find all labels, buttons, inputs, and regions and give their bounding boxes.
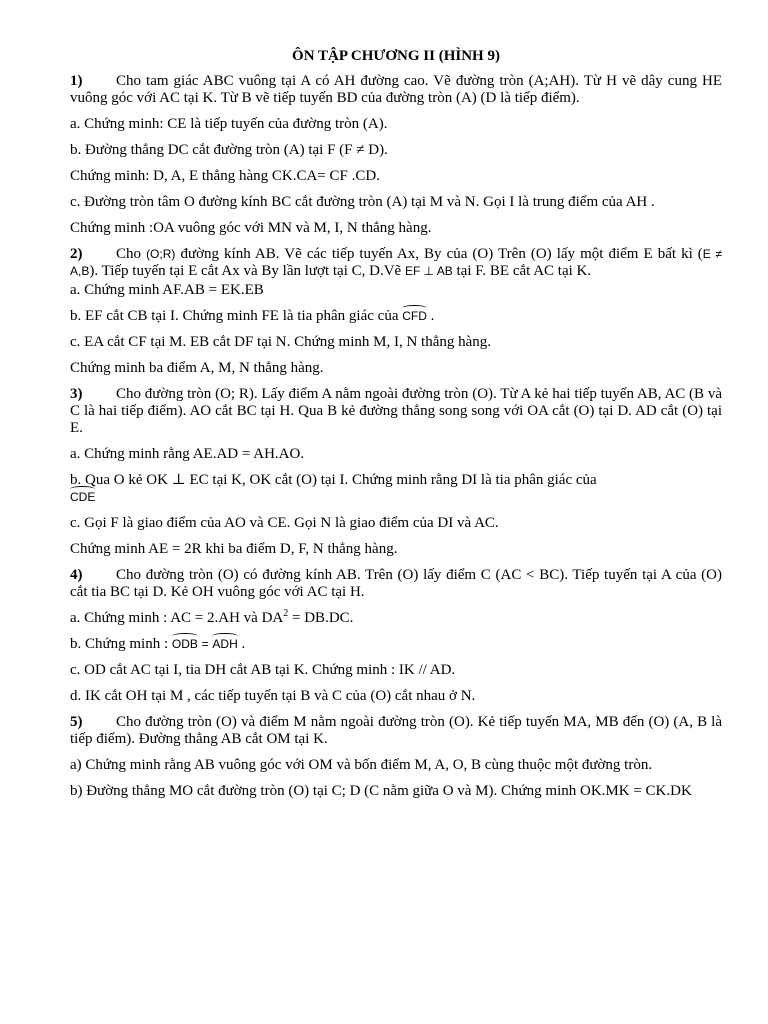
formula-E-not-AB: E ≠ A,B bbox=[70, 247, 722, 278]
problem-5-intro: 5) Cho đường tròn (O) và điểm M nằm ngoài đường tròn (O). Kẻ tiếp tuyến MA, MB đến (O) (A, B là tiếp điểm). Đường thẳng AB cắt OM tại K. bbox=[70, 714, 722, 747]
problem-4-d: d. IK cắt OH tại M , các tiếp tuyến tại B và C của (O) cắt nhau ở N. bbox=[70, 688, 476, 704]
problem-4-a: a. Chứng minh : AC = 2.AH và $DA^2 = DB.DC$. bbox=[70, 608, 354, 626]
problem-5-number: 5) bbox=[70, 714, 83, 730]
formula-EF-perp-AB: EF ⊥ AB bbox=[404, 264, 453, 278]
problem-2-number: 2) bbox=[70, 246, 83, 262]
problem-1-c2: Chứng minh :OA vuông góc với MN và M, I, N thẳng hàng. bbox=[70, 220, 432, 236]
formula-circle-OR: (O;R) bbox=[146, 247, 176, 261]
problem-2-a: a. Chứng minh AF.AB = EK.EB bbox=[70, 282, 264, 298]
problem-4-c: c. OD cắt AC tại I, tia DH cắt AB tại K. Chứng minh : IK // AD. bbox=[70, 662, 456, 678]
document-page bbox=[70, 48, 722, 809]
angle-ADH: ADH bbox=[212, 637, 238, 651]
problem-2-b: b. EF cắt CB tại I. Chứng minh FE là tia phân giác của CFD . bbox=[70, 308, 435, 324]
problem-4-b: b. Chứng minh : ODB = ADH . bbox=[70, 636, 246, 652]
problem-5-a: a) Chứng minh rằng AB vuông góc với OM và bốn điểm M, A, O, B cùng thuộc một đường tròn. bbox=[70, 757, 653, 773]
problem-3-intro: 3) Cho đường tròn (O; R). Lấy điểm A nằm ngoài đường tròn (O). Từ A kẻ hai tiếp tuyến AB, AC (B và C là hai tiếp điểm). AO cắt BC tại H. Qua B kẻ đường thẳng song song với OA cắt (O) tại D. AD cắt (O) tại E. bbox=[70, 386, 722, 436]
angle-CDE: CDE bbox=[70, 490, 96, 504]
problem-1-b: b. Đường thẳng DC cắt đường tròn (A) tại F (F ≠ D). bbox=[70, 142, 388, 158]
problem-3-number: 3) bbox=[70, 386, 83, 402]
problem-1-b2: Chứng minh: D, A, E thẳng hàng CK.CA= CF .CD. bbox=[70, 168, 380, 184]
angle-ODB: ODB bbox=[171, 637, 198, 651]
problem-1-c: c. Đường tròn tâm O đường kính BC cắt đường tròn (A) tại M và N. Gọi I là trung điểm của AH . bbox=[70, 194, 655, 210]
page-title: ÔN TẬP CHƯƠNG II (HÌNH 9) bbox=[292, 48, 500, 64]
problem-1-a: a. Chứng minh: CE là tiếp tuyến của đường tròn (A). bbox=[70, 116, 388, 132]
problem-2-c2: Chứng minh ba điểm A, M, N thẳng hàng. bbox=[70, 360, 324, 376]
problem-4-number: 4) bbox=[70, 567, 83, 583]
problem-3-c: c. Gọi F là giao điểm của AO và CE. Gọi N là giao điểm của DI và AC. bbox=[70, 515, 499, 531]
problem-4-intro: 4) Cho đường tròn (O) có đường kính AB. Trên (O) lấy điểm C (AC < BC). Tiếp tuyến tại A của (O) cắt tia BC tại D. Kẻ OH vuông góc với AC tại H. bbox=[70, 567, 722, 600]
angle-CFD: CFD bbox=[402, 309, 427, 323]
problem-1-number: 1) bbox=[70, 73, 83, 89]
problem-2-intro: 2) Cho (O;R) đường kính AB. Vẽ các tiếp tuyến Ax, By của (O) Trên (O) lấy một điểm E bất kì (E ≠ A,B). Tiếp tuyến tại E cắt Ax và By lần lượt tại C, D.Vẽ EF ⊥ AB tại F. BE cắt AC tại K. bbox=[70, 246, 722, 279]
problem-3-c2: Chứng minh AE = 2R khi ba điểm D, F, N thẳng hàng. bbox=[70, 541, 398, 557]
problem-3-a: a. Chứng minh rằng AE.AD = AH.AO. bbox=[70, 446, 305, 462]
problem-3-b: b. Qua O kẻ OK ⊥ EC tại K, OK cắt (O) tại I. Chứng minh rằng DI là tia phân giác của CDE bbox=[70, 472, 597, 504]
problem-5-b: b) Đường thẳng MO cắt đường tròn (O) tại C; D (C nằm giữa O và M). Chứng minh OK.MK = CK.DK bbox=[70, 783, 692, 799]
problem-1-intro: 1) Cho tam giác ABC vuông tại A có AH đường cao. Vẽ đường tròn (A;AH). Từ H vẽ dây cung HE vuông góc với AC tại K. Từ B vẽ tiếp tuyến BD của đường tròn (A) (D là tiếp điểm). bbox=[70, 73, 722, 106]
problem-2-c: c. EA cắt CF tại M. EB cắt DF tại N. Chứng minh M, I, N thẳng hàng. bbox=[70, 334, 492, 350]
